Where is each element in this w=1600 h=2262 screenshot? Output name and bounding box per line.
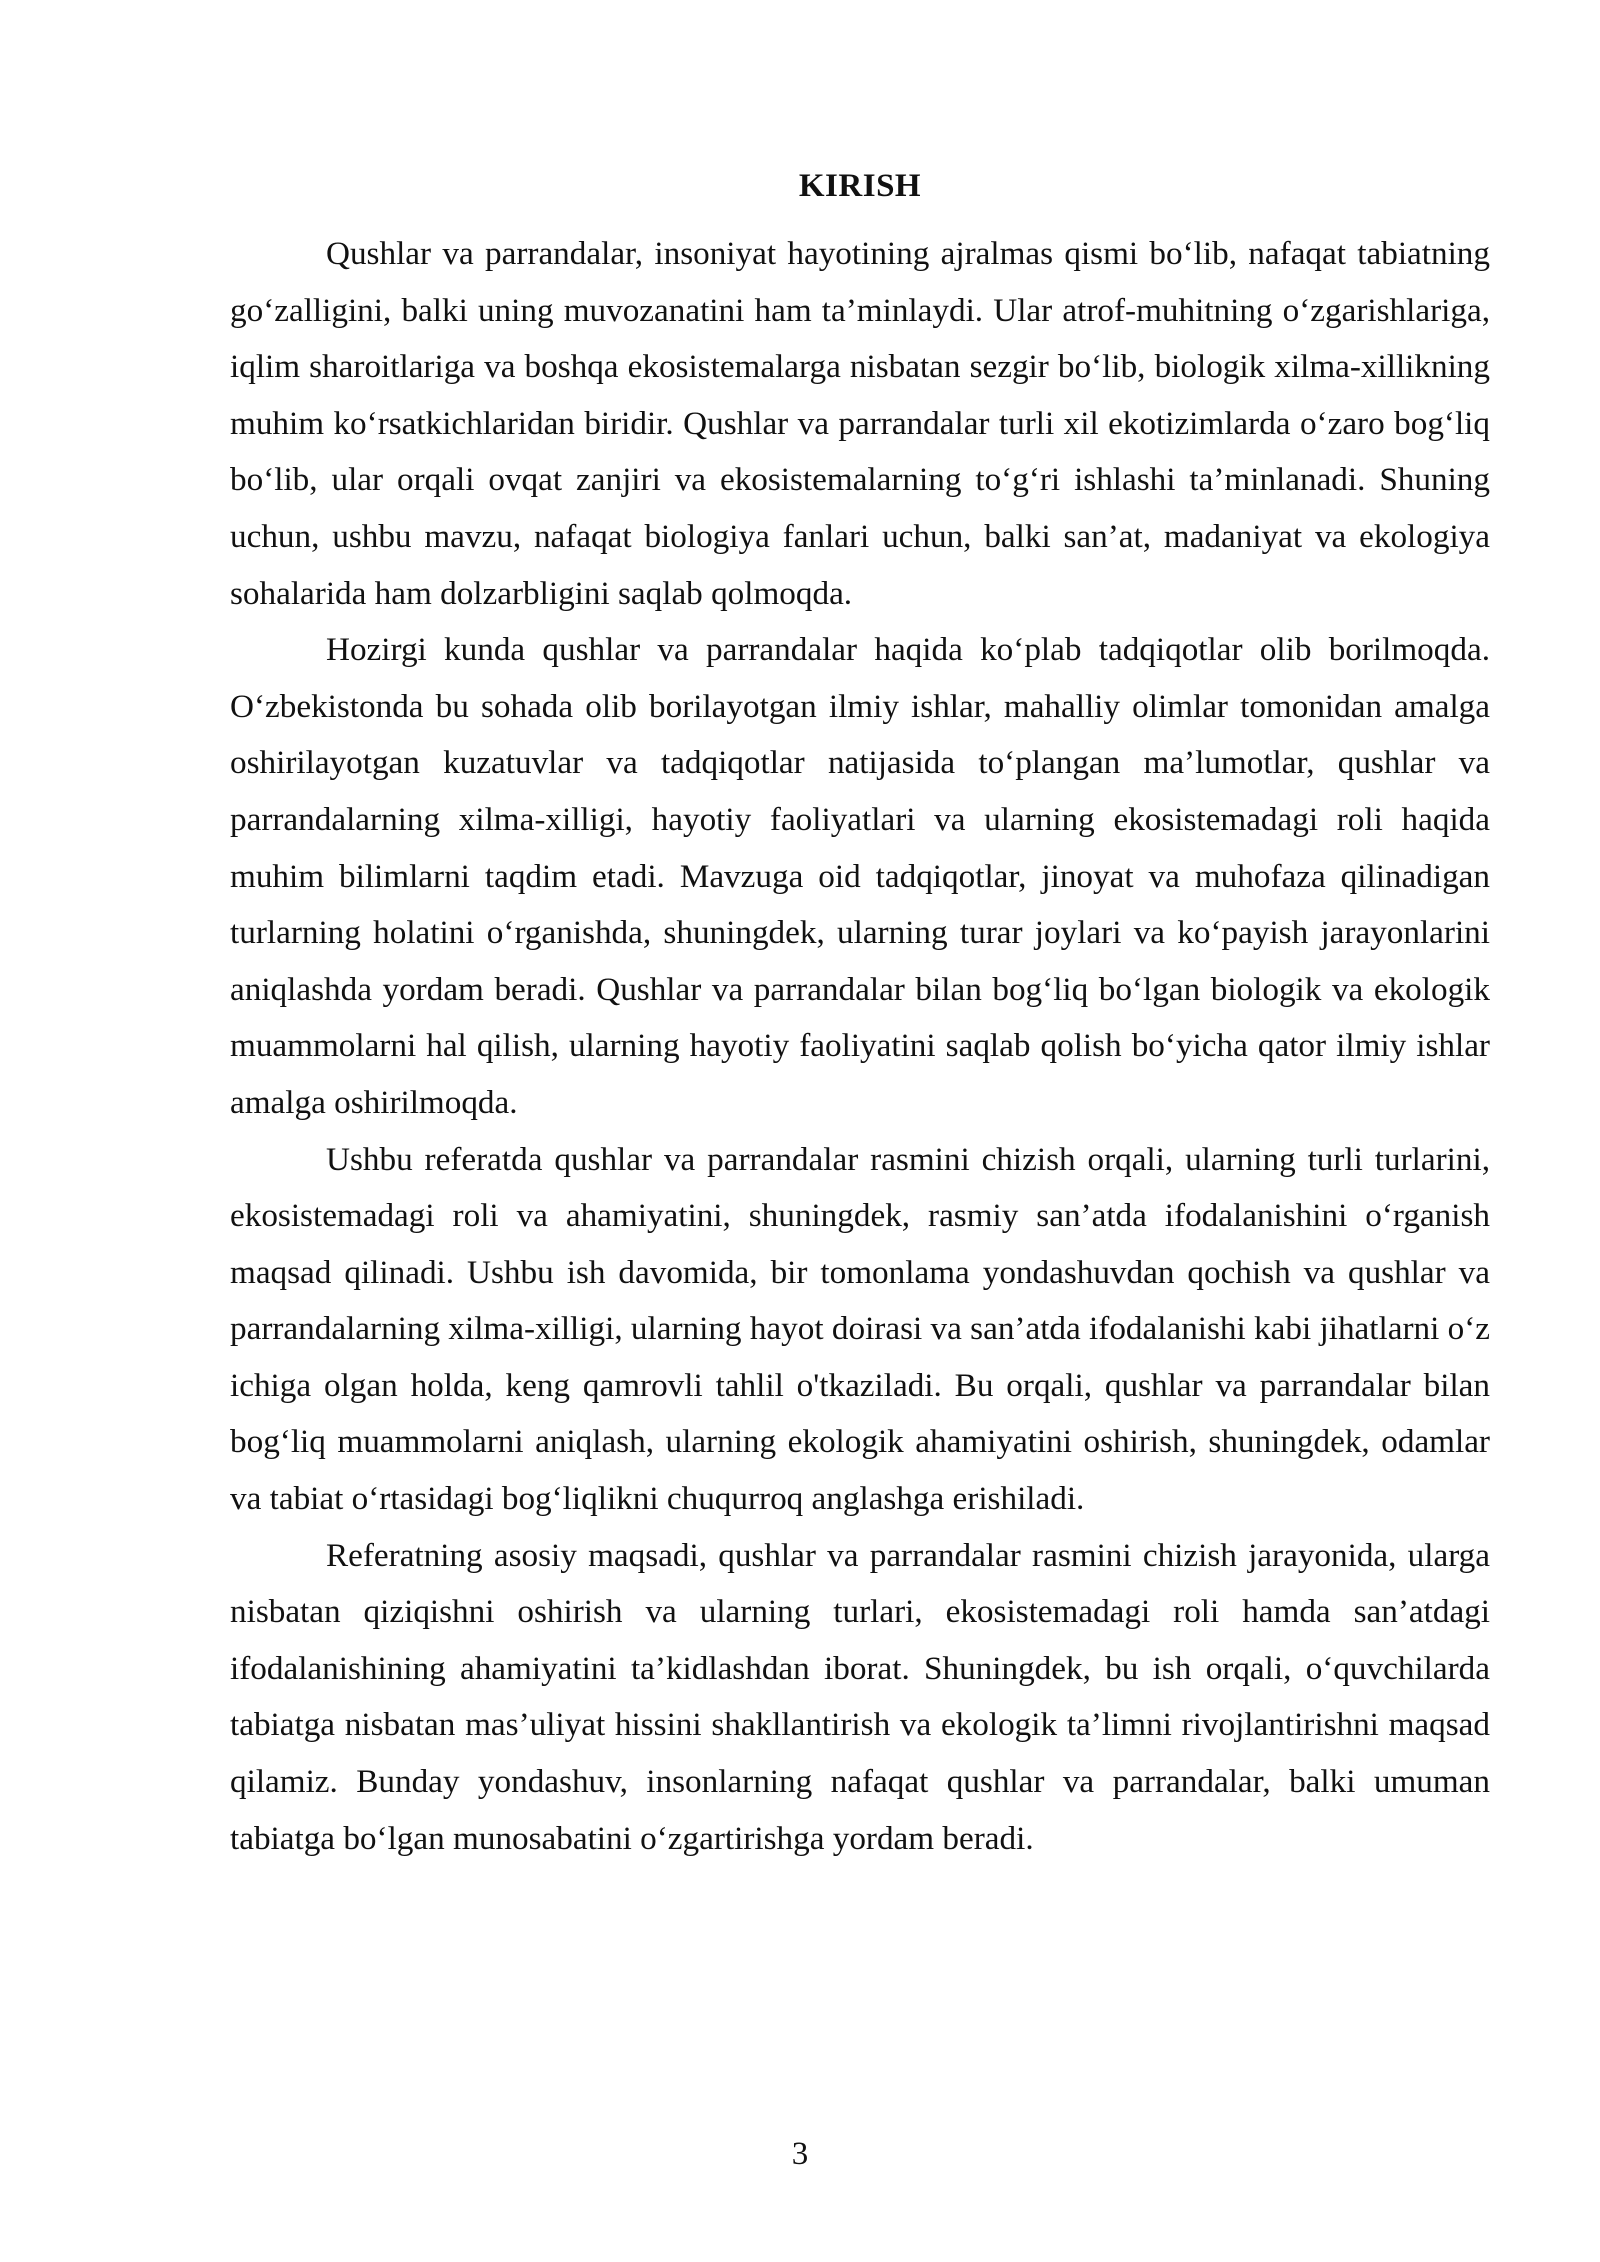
- paragraph-4: Referatning asosiy maqsadi, qushlar va parrandalar rasmini chizish jarayonida, ularga nisbatan qiziqishni oshirish va ularning turlari, ekosistemadagi roli hamda san’atdagi ifodalanishining ahamiyatini ta’kidlashdan iborat. Shuningdek, bu ish orqali, o‘quvchilarda tabiatga nisbatan mas’uliyat hissini shakllantirish va ekologik ta’limni rivojlantirishni maqsad qilamiz. Bunday yondashuv, insonlarning nafaqat qushlar va parrandalar, balki umuman tabiatga bo‘lgan munosabatini o‘zgartirishga yordam beradi.: [230, 1536, 1490, 1857]
- page-content: [230, 164, 1490, 1867]
- page-number: 3: [791, 2136, 809, 2172]
- paragraph-1: Qushlar va parrandalar, insoniyat hayotining ajralmas qismi bo‘lib, nafaqat tabiatning go‘zalligini, balki uning muvozanatini ham ta’minlaydi. Ular atrof-muhitning o‘zgarishlariga, iqlim sharoitlariga va boshqa ekosistemalarga nisbatan sezgir bo‘lib, biologik xilma-xillikning muhim ko‘rsatkichlaridan biridir. Qushlar va parrandalar turli xil ekotizimlarda o‘zaro bog‘liq bo‘lib, ular orqali ovqat zanjiri va ekosistemalarning to‘g‘ri ishlashi ta’minlanadi. Shuning uchun, ushbu mavzu, nafaqat biologiya fanlari uchun, balki san’at, madaniyat va ekologiya sohalarida ham dolzarbligini saqlab qolmoqda.: [230, 235, 1490, 612]
- paragraph-3: Ushbu referatda qushlar va parrandalar rasmini chizish orqali, ularning turli turlarini, ekosistemadagi roli va ahamiyatini, shuningdek, rasmiy san’atda ifodalanishini o‘rganish maqsad qilinadi. Ushbu ish davomida, bir tomonlama yondashuvdan qochish va qushlar va parrandalarning xilma-xilligi, ularning hayot doirasi va san’atda ifodalanishi kabi jihatlarni o‘z ichiga olgan holda, keng qamrovli tahlil o'tkaziladi. Bu orqali, qushlar va parrandalar bilan bog‘liq muammolarni aniqlash, ularning ekologik ahamiyatini oshirish, shuningdek, odamlar va tabiat o‘rtasidagi bog‘liqlikni chuqurroq anglashga erishiladi.: [230, 1140, 1490, 1518]
- paragraph-2: Hozirgi kunda qushlar va parrandalar haqida ko‘plab tadqiqotlar olib borilmoqda. O‘zbekistonda bu sohada olib borilayotgan ilmiy ishlar, mahalliy olimlar tomonidan amalga oshirilayotgan kuzatuvlar va tadqiqotlar natijasida to‘plangan ma’lumotlar, qushlar va parrandalarning xilma-xilligi, hayotiy faoliyatlari va ularning ekosistemadagi roli haqida muhim bilimlarni taqdim etadi. Mavzuga oid tadqiqotlar, jinoyat va muhofaza qilinadigan turlarning holatini o‘rganishda, shuningdek, ularning turar joylari va ko‘payish jarayonlarini aniqlashda yordam beradi. Qushlar va parrandalar bilan bog‘liq bo‘lgan biologik va ekologik muammolarni hal qilish, ularning hayotiy faoliyatini saqlab qolish bo‘yicha qator ilmiy ishlar amalga oshirilmoqda.: [230, 631, 1490, 1121]
- section-title: KIRISH: [798, 168, 922, 204]
